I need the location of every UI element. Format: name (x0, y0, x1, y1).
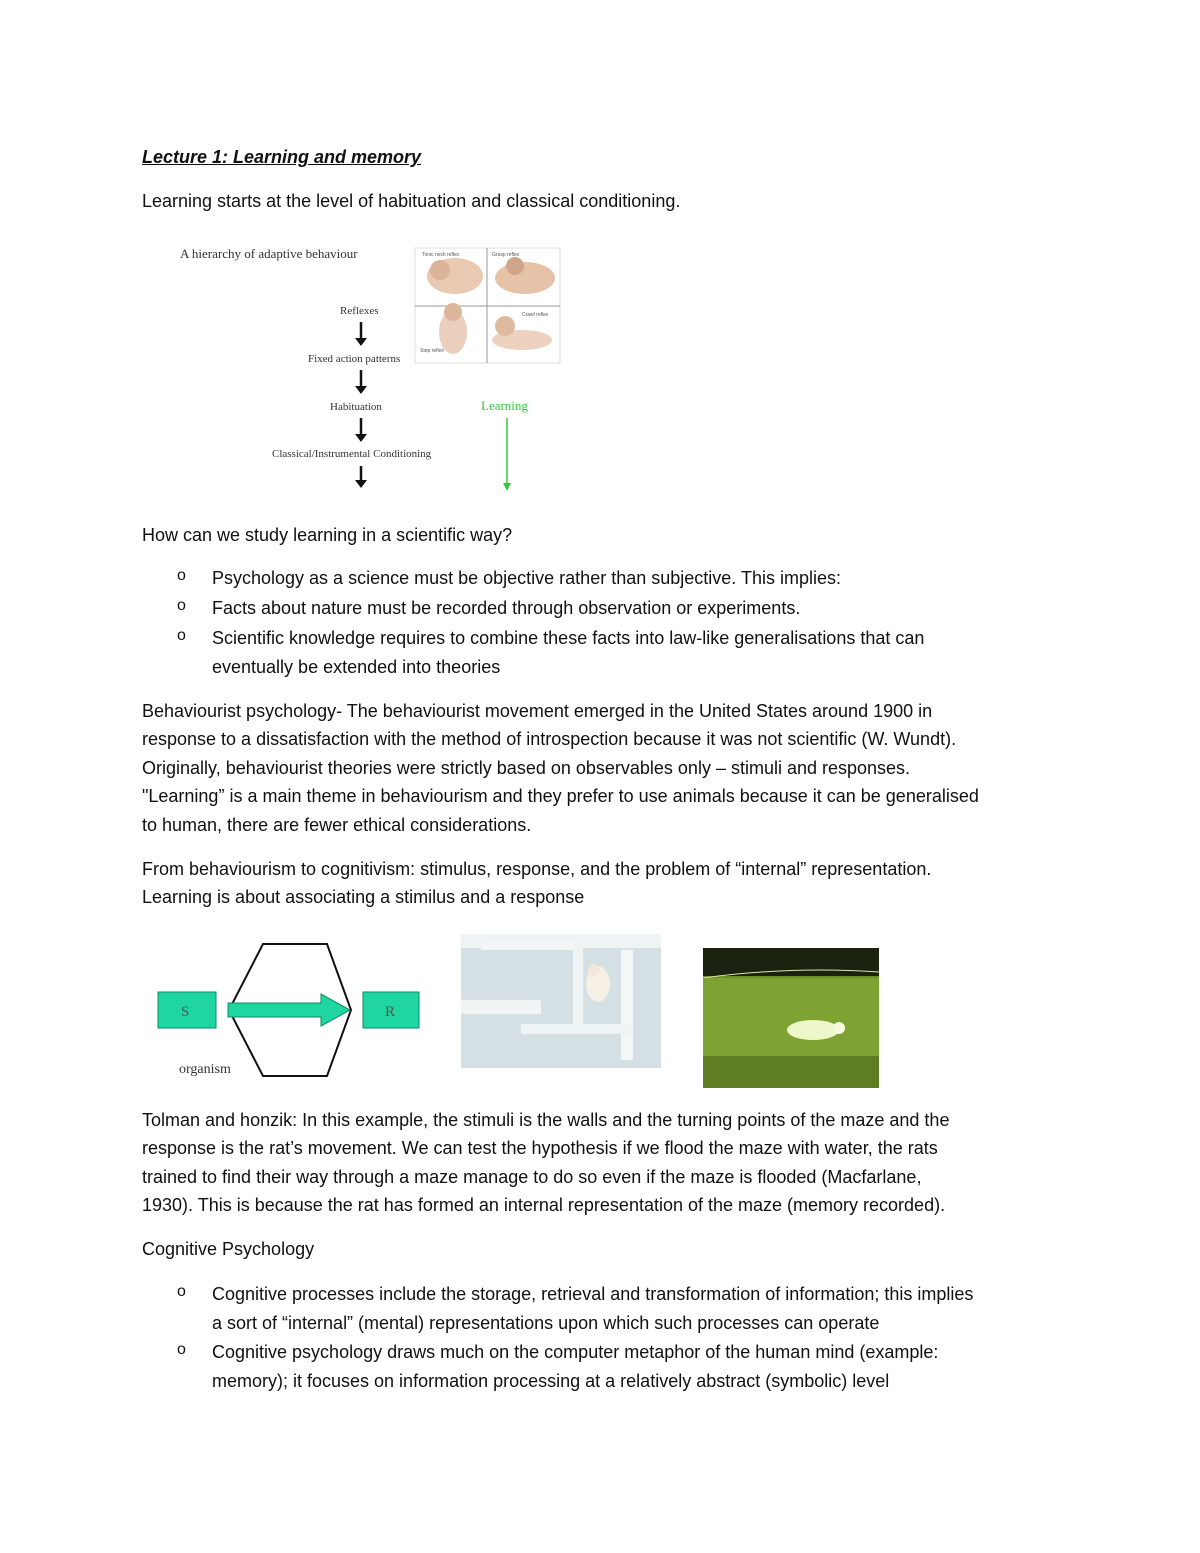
bullet-item: Psychology as a science must be objective rather than subjective. This implies: (212, 568, 841, 588)
bullet-item: Cognitive processes include the storage, retrieval and transformation of information; this implies (212, 1284, 974, 1304)
behaviourist-line: Behaviourist psychology- The behaviourist movement emerged in the United States around 1900 in (142, 701, 933, 721)
response-label: R (385, 1004, 396, 1020)
behaviourist-line: Originally, behaviourist theories were strictly based on observables only – stimuli and responses. (142, 758, 911, 778)
bullet-item-continuation: a sort of “internal” (mental) representations upon which such processes can operate (212, 1313, 880, 1333)
bullet-item: Cognitive psychology draws much on the computer metaphor of the human mind (example: (212, 1342, 939, 1362)
tolman-line: 1930). This is because the rat has formed an internal representation of the maze (memory recorded). (142, 1195, 946, 1215)
bullet-item-continuation: memory); it focuses on information processing at a relatively abstract (symbolic) level (212, 1371, 890, 1391)
tolman-line: trained to find their way through a maze manage to do so even if the maze is flooded (Macfarlane, (142, 1167, 922, 1187)
hierarchy-heading: A hierarchy of adaptive behaviour (180, 246, 358, 261)
stimulus-label: S (181, 1004, 190, 1020)
hierarchy-learning-label: Learning (481, 398, 528, 413)
behaviourist-line: "Learning” is a main theme in behaviourism and they prefer to use animals because it can be generalised (142, 786, 979, 806)
behaviourist-line: to human, there are fewer ethical considerations. (142, 815, 532, 835)
behaviourist-line: response to a dissatisfaction with the method of introspection because it was not scientific (W. Wundt). (142, 729, 957, 749)
tolman-line: Tolman and honzik: In this example, the stimuli is the walls and the turning points of the maze and the (142, 1110, 950, 1130)
bullet-item: Scientific knowledge requires to combine these facts into law-like generalisations that can (212, 628, 925, 648)
reflex-label-step: Step reflex (420, 348, 444, 354)
tolman-line: response is the rat’s movement. We can test the hypothesis if we flood the maze with water, the rats (142, 1138, 938, 1158)
organism-label: organism (179, 1062, 231, 1077)
question-text: How can we study learning in a scientific way? (142, 525, 513, 545)
reflex-label-grasp: Grasp reflex (492, 252, 520, 258)
reflex-label-crawl: Crawl reflex (522, 312, 549, 318)
bullet-marker: o (177, 627, 186, 644)
cognitivism-line: From behaviourism to cognitivism: stimulus, response, and the problem of “internal” representation. (142, 859, 932, 879)
bullet-marker: o (177, 567, 186, 584)
association-arrow (228, 994, 350, 1026)
flooded-maze-rat-photo (703, 948, 879, 1088)
page-title: Lecture 1: Learning and memory (142, 147, 422, 167)
hierarchy-level-habituation: Habituation (330, 401, 382, 413)
stimulus-response-diagram (155, 940, 425, 1080)
reflex-label-tonic: Tonic neck reflex (422, 252, 460, 258)
bullet-item-continuation: eventually be extended into theories (212, 657, 501, 677)
baby-photo-tonic-neck (427, 258, 483, 294)
maze-rat-photo (461, 934, 661, 1068)
bullet-marker: o (177, 1283, 186, 1300)
hierarchy-figure (170, 240, 570, 500)
bullet-marker: o (177, 1341, 186, 1358)
cognitivism-line: Learning is about associating a stimilus and a response (142, 887, 585, 907)
hierarchy-level-conditioning: Classical/Instrumental Conditioning (272, 448, 432, 460)
intro-text: Learning starts at the level of habituation and classical conditioning. (142, 191, 681, 211)
bullet-item: Facts about nature must be recorded through observation or experiments. (212, 598, 801, 618)
cognitive-heading: Cognitive Psychology (142, 1239, 315, 1259)
hierarchy-level-fixed-action: Fixed action patterns (308, 353, 401, 365)
hierarchy-level-reflexes: Reflexes (340, 305, 379, 317)
bullet-marker: o (177, 597, 186, 614)
